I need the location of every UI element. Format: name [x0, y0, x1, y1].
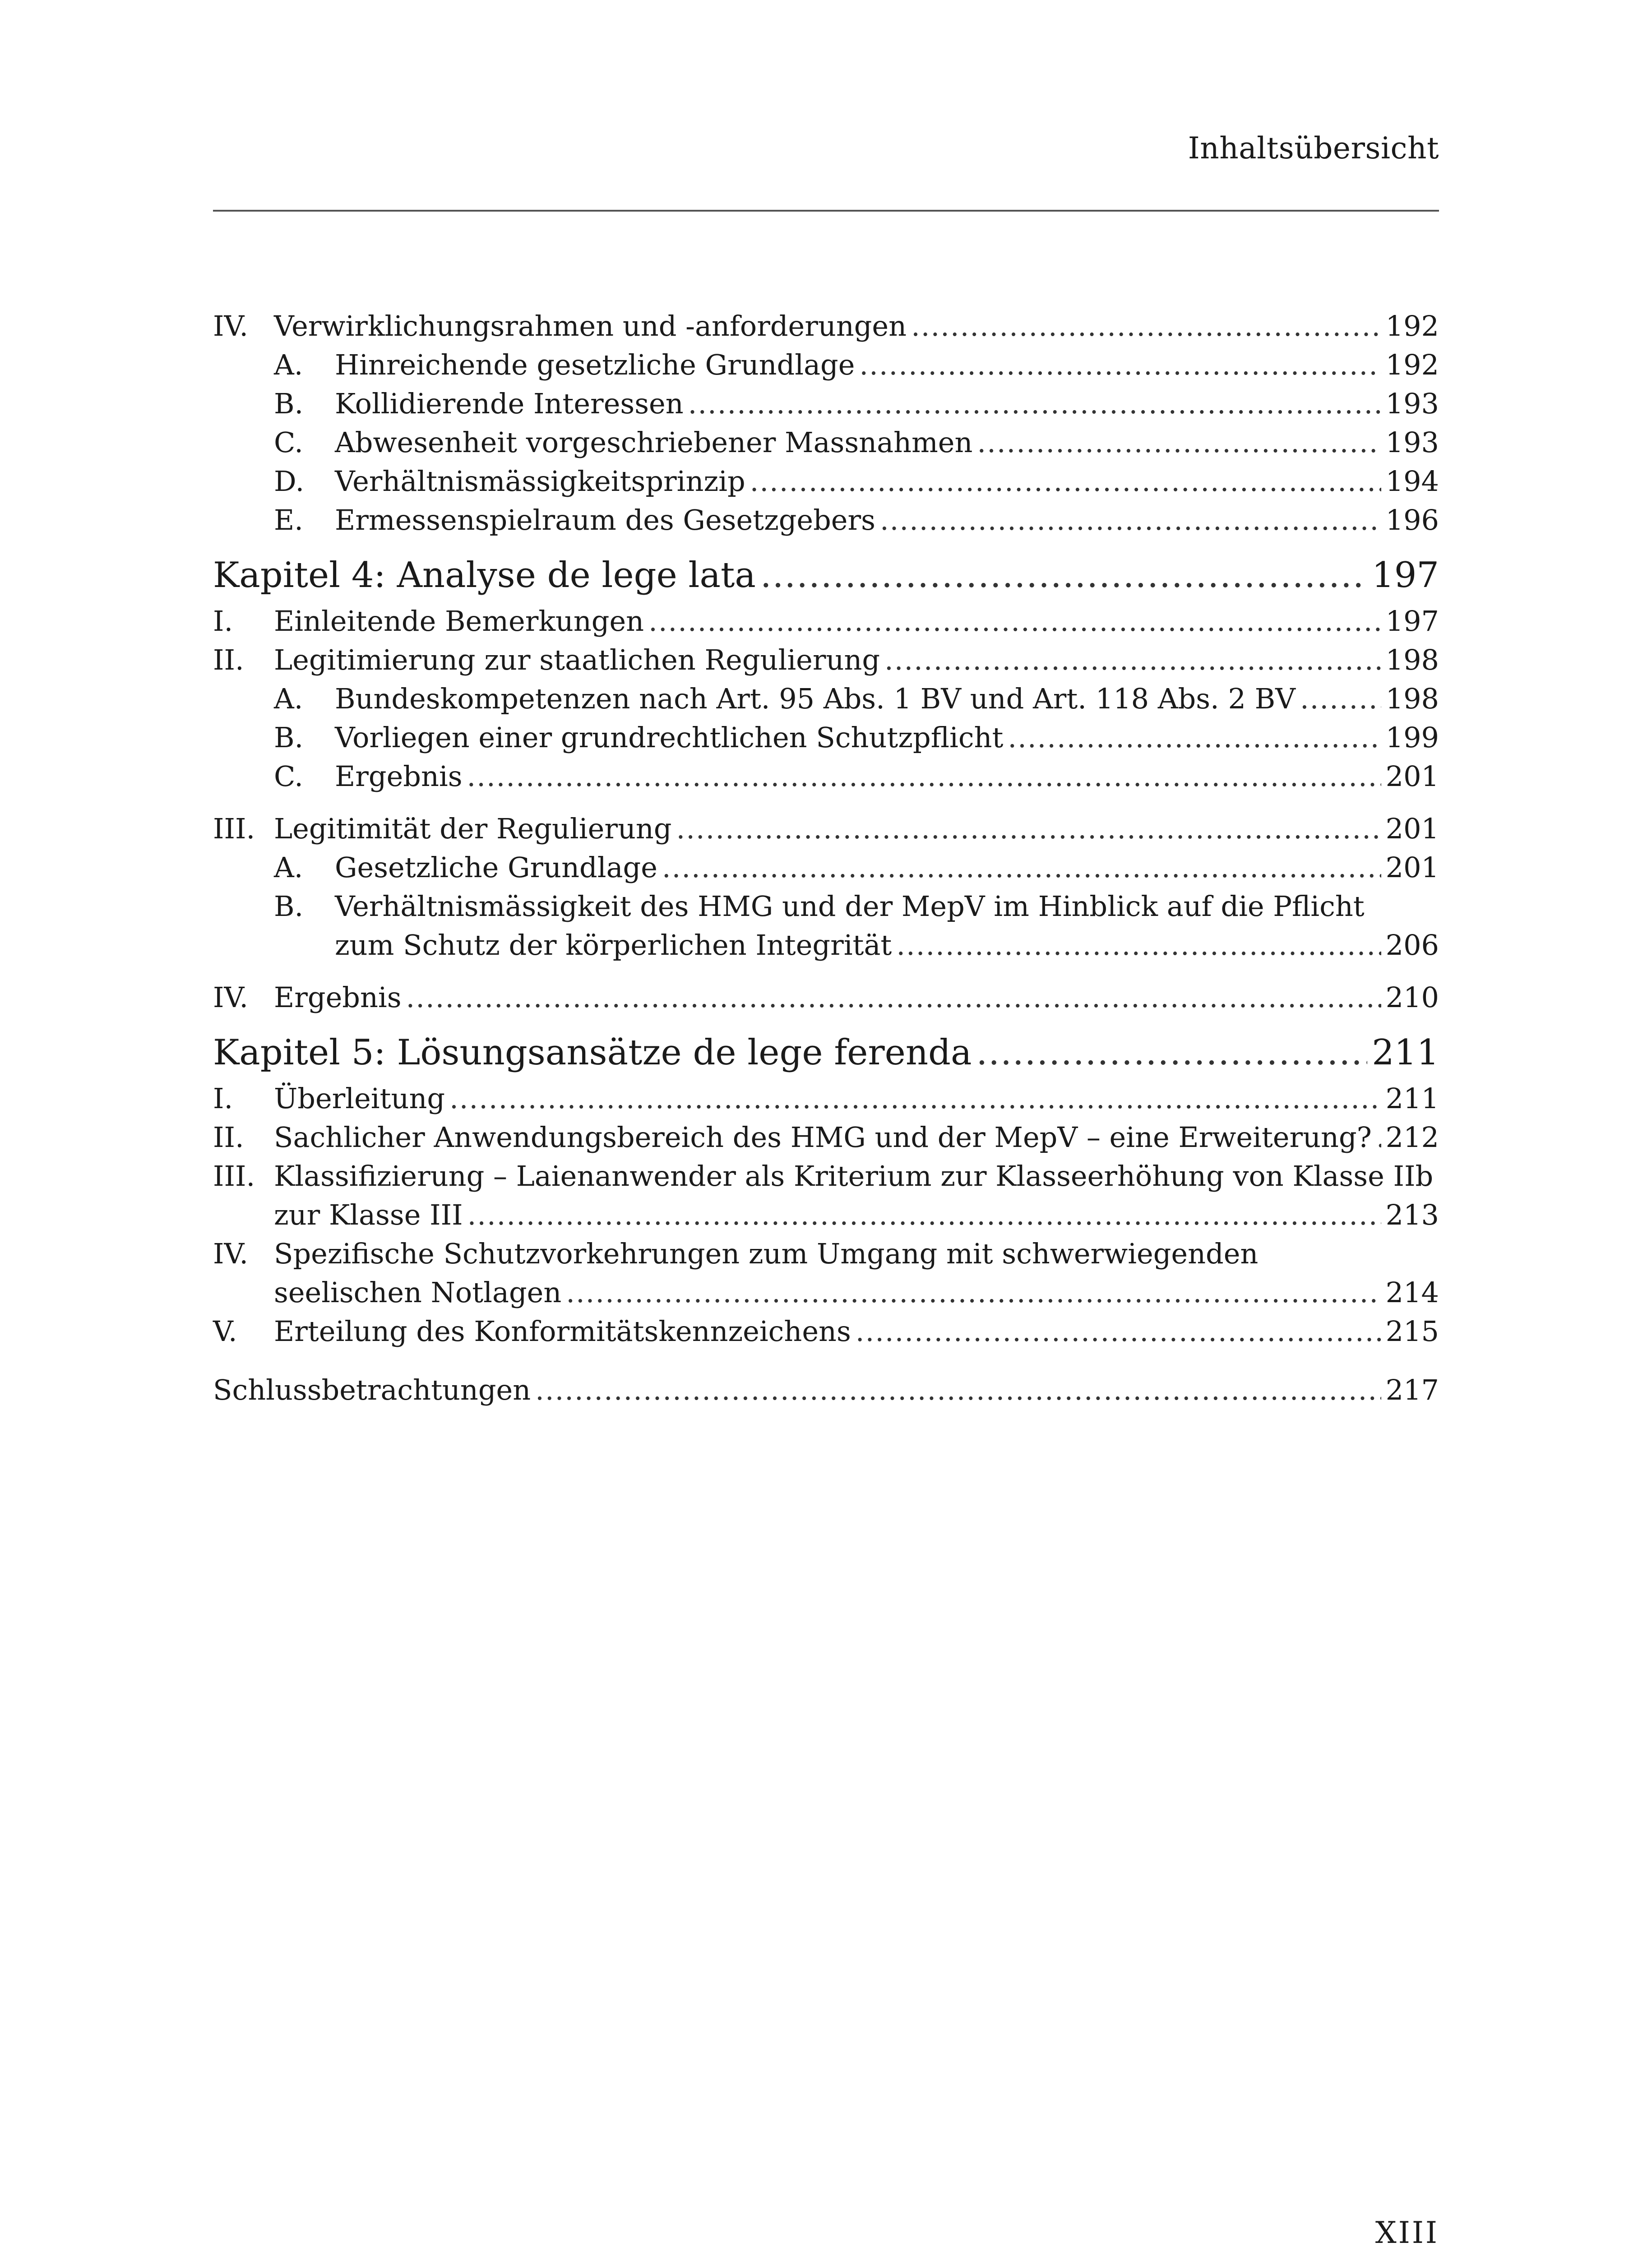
dot-leader: [449, 1079, 1381, 1118]
toc-subentry[interactable]: [274, 423, 1439, 462]
toc-chapter-heading[interactable]: [213, 1028, 1439, 1077]
toc-chapter-heading[interactable]: [213, 550, 1439, 600]
dot-leader: [1300, 680, 1381, 718]
toc-entry[interactable]: [213, 1079, 1439, 1118]
dot-leader: [535, 1371, 1381, 1410]
chapter-page: 211: [1372, 1032, 1439, 1073]
toc-entry-number: E.: [274, 504, 303, 536]
toc-entry-title: Bundeskompetenzen nach Art. 95 Abs. 1 BV und Art. 118 Abs. 2 BV: [335, 682, 1296, 715]
toc-entry[interactable]: [213, 1118, 1439, 1157]
toc-entry-number: V.: [213, 1315, 237, 1348]
toc-entry-page: 214: [1385, 1276, 1439, 1309]
toc-entry-title: Sachlicher Anwendungsbereich des HMG und der MepV – eine Erweiterung?: [274, 1121, 1372, 1154]
toc-entry-page: 212: [1385, 1121, 1439, 1154]
dot-leader: [976, 1028, 1368, 1077]
chapter-title: Kapitel 5: Lösungsansätze de lege ferenda: [213, 1032, 972, 1073]
toc-subentry[interactable]: [274, 757, 1439, 796]
dot-leader: [648, 602, 1381, 641]
toc-entry-number: II.: [213, 643, 244, 676]
toc-entry-title-line2: zur Klasse III: [274, 1198, 463, 1231]
toc-entry[interactable]: [213, 809, 1439, 848]
toc-entry-number: I.: [213, 605, 233, 638]
toc-entry-number: III.: [213, 1160, 255, 1193]
dot-leader: [896, 926, 1381, 965]
toc-subentry[interactable]: [274, 462, 1439, 501]
dot-leader: [566, 1273, 1381, 1312]
toc-entry-title: Schlussbetrachtungen: [213, 1373, 531, 1406]
toc-entry-title: Kollidierende Interessen: [335, 387, 684, 420]
toc-entry-title: Ergebnis: [335, 760, 463, 793]
dot-leader: [688, 384, 1381, 423]
toc-entry-title-line1: Verhältnismässigkeit des HMG und der MepV im Hinblick auf die Pflicht: [335, 890, 1365, 923]
toc-entry-page: 206: [1385, 929, 1439, 962]
toc-entry-title: Legitimität der Regulierung: [274, 812, 672, 845]
toc-subentry[interactable]: [274, 848, 1439, 887]
toc-entry[interactable]: [213, 1234, 1439, 1312]
toc-entry[interactable]: [213, 602, 1439, 641]
header-divider: [213, 210, 1439, 212]
toc-entry-title: Gesetzliche Grundlage: [335, 851, 657, 884]
toc-entry-page: 215: [1385, 1315, 1439, 1348]
dot-leader: [662, 848, 1381, 887]
running-header-title: Inhaltsübersicht: [1188, 131, 1439, 166]
toc-entry-title: Erteilung des Konformitätskennzeichens: [274, 1315, 851, 1348]
toc-entry-title: Überleitung: [274, 1082, 445, 1115]
toc-entry-number: A.: [274, 348, 303, 381]
toc-entry[interactable]: [213, 307, 1439, 346]
toc-entry-page: 197: [1385, 605, 1439, 638]
dot-leader: [911, 307, 1381, 346]
toc-entry-page: 198: [1385, 682, 1439, 715]
dot-leader: [856, 1312, 1381, 1351]
table-of-contents: [213, 307, 1439, 1410]
toc-entry-title-line1: Klassifizierung – Laienanwender als Kriterium zur Klasseerhöhung von Klasse IIb: [274, 1160, 1434, 1193]
toc-entry[interactable]: [213, 1312, 1439, 1351]
dot-leader: [676, 809, 1381, 848]
toc-entry-page: 217: [1385, 1373, 1439, 1406]
toc-entry-number: B.: [274, 721, 304, 754]
chapter-page: 197: [1372, 555, 1439, 596]
toc-entry-title: Abwesenheit vorgeschriebener Massnahmen: [335, 426, 973, 459]
toc-entry-title: Hinreichende gesetzliche Grundlage: [335, 348, 855, 381]
toc-entry-number: I.: [213, 1082, 233, 1115]
toc-entry-page: 201: [1385, 812, 1439, 845]
toc-entry-page: 201: [1385, 851, 1439, 884]
toc-entry-number: C.: [274, 760, 303, 793]
toc-entry-title: Vorliegen einer grundrechtlichen Schutzpflicht: [335, 721, 1004, 754]
toc-entry-page: 198: [1385, 643, 1439, 676]
dot-leader: [760, 550, 1367, 600]
toc-entry-page: 211: [1385, 1082, 1439, 1115]
toc-entry-number: A.: [274, 682, 303, 715]
dot-leader: [977, 423, 1381, 462]
dot-leader: [884, 641, 1381, 680]
toc-entry-number: IV.: [213, 310, 249, 342]
toc-entry-number: IV.: [213, 1237, 249, 1270]
toc-subentry[interactable]: [274, 384, 1439, 423]
toc-entry-title: Ermessenspielraum des Gesetzgebers: [335, 504, 875, 536]
toc-entry-title-line2: zum Schutz der körperlichen Integrität: [335, 929, 892, 962]
dot-leader: [406, 978, 1381, 1017]
toc-entry[interactable]: [213, 1157, 1439, 1234]
toc-entry-page: 196: [1385, 504, 1439, 536]
toc-subentry[interactable]: [274, 887, 1439, 965]
dot-leader: [467, 1196, 1381, 1234]
toc-entry-number: D.: [274, 465, 305, 498]
toc-entry-page: 199: [1385, 721, 1439, 754]
toc-entry-page: 193: [1385, 387, 1439, 420]
dot-leader: [750, 462, 1381, 501]
toc-entry-page: 201: [1385, 760, 1439, 793]
toc-entry-number: C.: [274, 426, 303, 459]
toc-entry-title: Verwirklichungsrahmen und -anforderungen: [274, 310, 907, 342]
toc-entry-number: A.: [274, 851, 303, 884]
toc-entry-number: B.: [274, 890, 304, 923]
toc-subentry[interactable]: [274, 680, 1439, 718]
chapter-title: Kapitel 4: Analyse de lege lata: [213, 555, 756, 596]
dot-leader: [1376, 1118, 1381, 1157]
page-number: XIII: [1375, 2215, 1439, 2250]
toc-entry-page: 213: [1385, 1198, 1439, 1231]
toc-entry-number: III.: [213, 812, 255, 845]
toc-entry-title-line2: seelischen Notlagen: [274, 1276, 562, 1309]
toc-entry-title: Legitimierung zur staatlichen Regulierung: [274, 643, 880, 676]
toc-entry-page: 193: [1385, 426, 1439, 459]
toc-entry[interactable]: [213, 641, 1439, 680]
dot-leader: [859, 346, 1381, 384]
toc-entry-page: 192: [1385, 310, 1439, 342]
toc-entry-number: IV.: [213, 981, 249, 1014]
toc-entry-page: 192: [1385, 348, 1439, 381]
toc-entry-title: Ergebnis: [274, 981, 402, 1014]
dot-leader: [467, 757, 1381, 796]
toc-entry-title: Verhältnismässigkeitsprinzip: [335, 465, 745, 498]
toc-entry-page: 194: [1385, 465, 1439, 498]
toc-entry-title-line1: Spezifische Schutzvorkehrungen zum Umgang mit schwerwiegenden: [274, 1237, 1259, 1270]
dot-leader: [880, 501, 1381, 540]
toc-entry-number: II.: [213, 1121, 244, 1154]
toc-subentry[interactable]: [274, 346, 1439, 384]
toc-entry-number: B.: [274, 387, 304, 420]
dot-leader: [1008, 718, 1381, 757]
toc-entry-conclusion[interactable]: [213, 1371, 1439, 1410]
toc-entry-title: Einleitende Bemerkungen: [274, 605, 644, 638]
toc-subentry[interactable]: [274, 501, 1439, 540]
toc-subentry[interactable]: [274, 718, 1439, 757]
toc-entry-page: 210: [1385, 981, 1439, 1014]
toc-entry[interactable]: [213, 978, 1439, 1017]
